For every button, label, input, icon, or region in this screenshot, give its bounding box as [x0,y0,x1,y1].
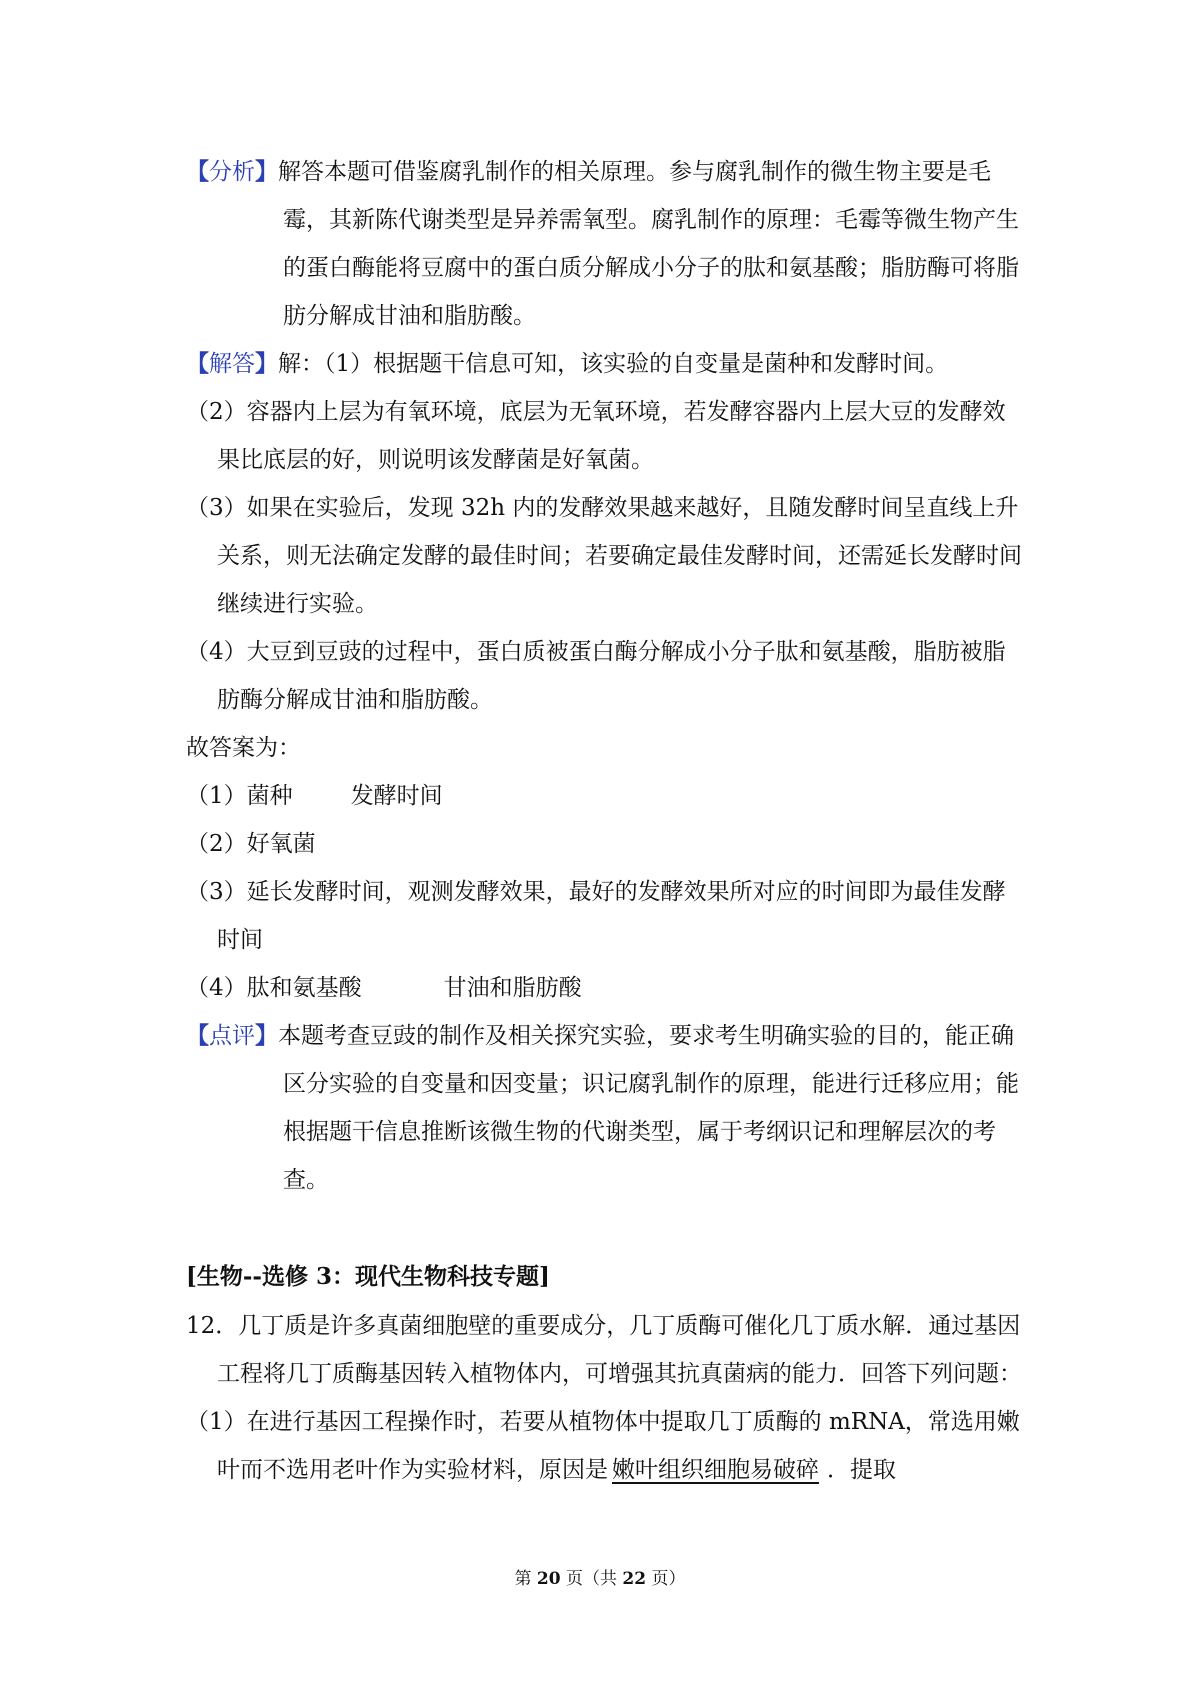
footer-prefix: 第 [514,1569,537,1589]
answer-4-part-1: 肽和氨基酸 [246,975,362,1001]
answer-2: （2）好氧菌 [186,831,316,857]
answer-1-part-1: 菌种 [246,783,293,809]
analysis-tag: 分析 [209,159,255,185]
comment-paragraph [186,1012,1026,1204]
analysis-tag-close: 】 [255,158,278,185]
question-12-part-1-answer-blank: 嫩叶组织细胞易破碎 [612,1457,819,1483]
comment-tag: 点评 [209,1023,255,1049]
answer-3: （3）延长发酵时间，观测发酵效果，最好的发酵效果所对应的时间即为最佳发酵时间 [186,879,1006,953]
answer-1-number: （1） [186,783,247,809]
solution-item-3: （3）如果在实验后，发现 32h 内的发酵效果越来越好，且随发酵时间呈直线上升关系，则无法确定发酵的最佳时间；若要确定最佳发酵时间，还需延长发酵时间继续进行实验。 [186,495,1022,617]
question-12-part-1-text: （1）在进行基因工程操作时，若要从植物体中提取几丁质酶的 mRNA，常选用嫩叶而不选用老叶作为实验材料，原因是 [186,1409,1020,1483]
answer-1-part-2: 发酵时间 [350,783,443,809]
solution-tag: 解答 [209,351,255,377]
section-title: [生物--选修 3：现代生物科技专题] [186,1263,550,1290]
answer-4-part-2: 甘油和脂肪酸 [443,975,582,1001]
answer-4-number: （4） [186,975,247,1001]
footer-suffix: 页） [646,1569,686,1589]
answer-4 [186,964,1026,1012]
page-footer [0,1567,1200,1591]
solution-item-2: （2）容器内上层为有氧环境，底层为无氧环境，若发酵容器内上层大豆的发酵效果比底层的好，则说明该发酵菌是好氧菌。 [186,399,1006,473]
solution-intro-text: 解：（1）根据题干信息可知，该实验的自变量是菌种和发酵时间。 [278,351,949,377]
analysis-paragraph [186,148,1026,340]
solution-tag-close: 】 [255,350,278,377]
solution-item-4: （4）大豆到豆豉的过程中，蛋白质被蛋白酶分解成小分子肽和氨基酸，脂肪被脂肪酶分解成甘油和脂肪酸。 [186,639,1006,713]
comment-text: 本题考查豆豉的制作及相关探究实验，要求考生明确实验的目的，能正确区分实验的自变量和因变量；识记腐乳制作的原理，能进行迁移应用；能根据题干信息推断该微生物的代谢类型，属于考纲识记和理解层次的考查。 [278,1023,1019,1193]
comment-tag-close: 】 [255,1022,278,1049]
question-12-part-1 [186,1398,1026,1494]
page-content [186,148,1026,1494]
footer-middle: 页（共 [560,1569,623,1589]
answer-heading: 故答案为： [186,735,301,761]
footer-page-number: 20 [536,1569,561,1589]
solution-tag-open: 【 [186,350,209,377]
analysis-tag-open: 【 [186,158,209,185]
analysis-text: 解答本题可借鉴腐乳制作的相关原理。参与腐乳制作的微生物主要是毛霉，其新陈代谢类型是异养需氧型。腐乳制作的原理：毛霉等微生物产生的蛋白酶能将豆腐中的蛋白质分解成小分子的肽和氨基酸；脂肪酶可将脂肪分解成甘油和脂肪酸。 [278,159,1019,329]
comment-tag-open: 【 [186,1022,209,1049]
question-12-part-1-tail: ．提取 [827,1457,896,1483]
solution-intro [186,340,1026,388]
answer-1 [186,772,1026,820]
footer-total-pages: 22 [622,1569,647,1589]
question-12-stem: 12．几丁质是许多真菌细胞壁的重要成分，几丁质酶可催化几丁质水解．通过基因工程将几丁质酶基因转入植物体内，可增强其抗真菌病的能力．回答下列问题： [186,1313,1022,1387]
